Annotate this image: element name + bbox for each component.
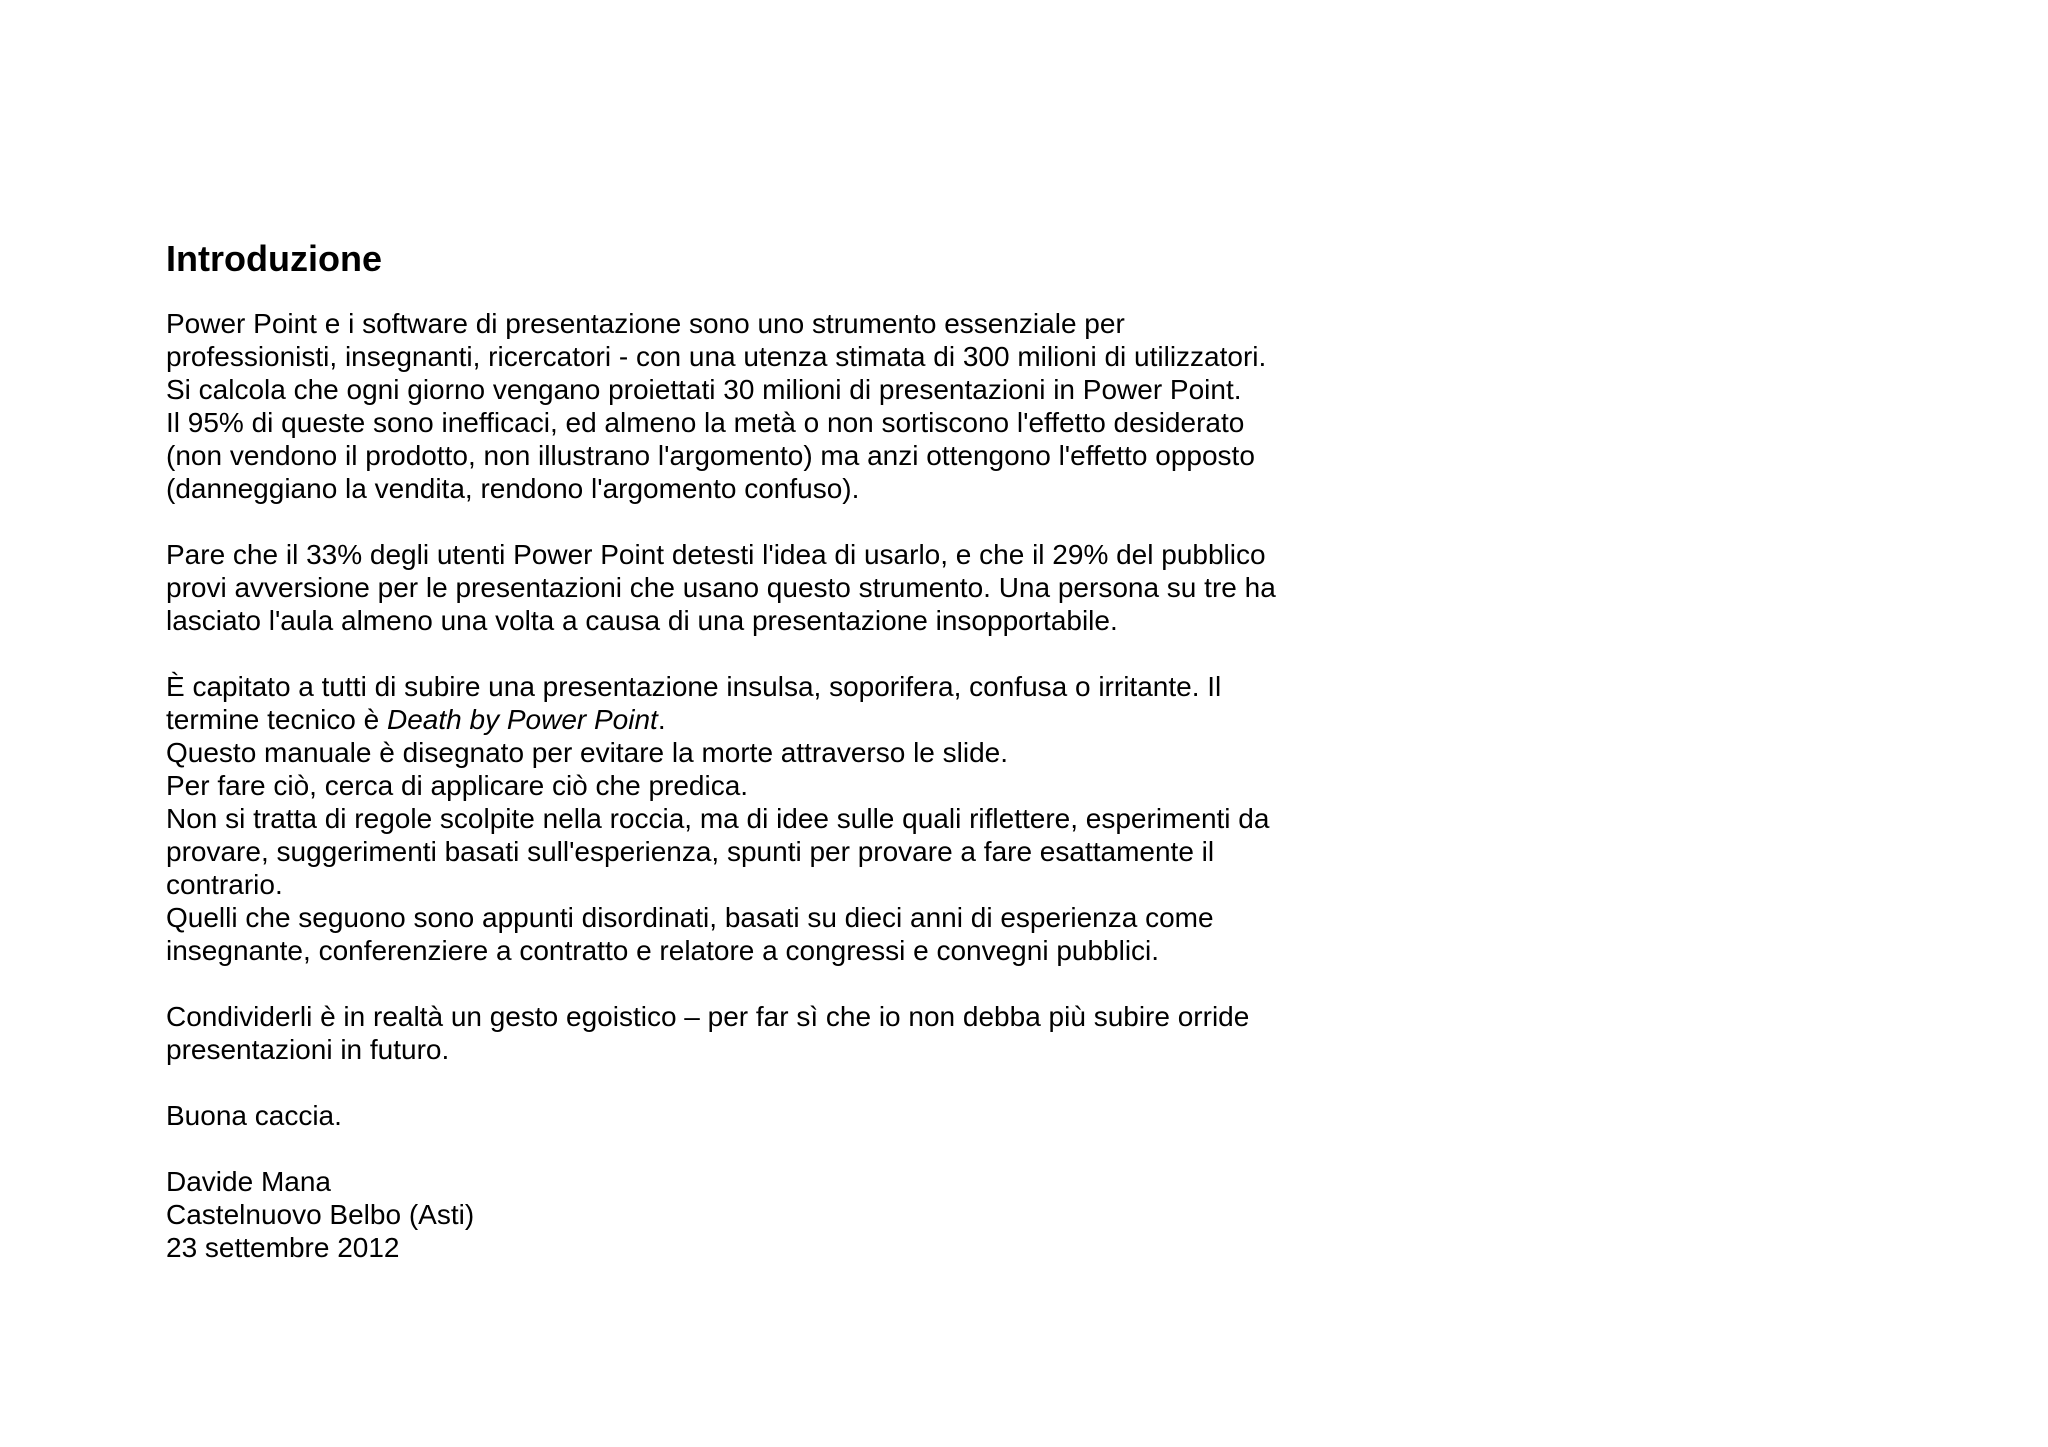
paragraph-line: Power Point e i software di presentazione sono uno strumento essenziale per bbox=[166, 308, 1125, 339]
paragraph-line: Pare che il 33% degli utenti Power Point detesti l'idea di usarlo, e che il 29% del pubblico bbox=[166, 539, 1266, 570]
author-place: Castelnuovo Belbo (Asti) bbox=[166, 1199, 475, 1230]
author-name: Davide Mana bbox=[166, 1166, 331, 1197]
paragraph-2 bbox=[166, 538, 1566, 637]
document-page bbox=[166, 236, 1566, 1297]
text-run: termine tecnico è bbox=[166, 704, 387, 735]
paragraph-1 bbox=[166, 307, 1566, 505]
page-title: Introduzione bbox=[166, 238, 382, 279]
paragraph-5 bbox=[166, 1099, 1566, 1132]
paragraph-line: Si calcola che ogni giorno vengano proiettati 30 milioni di presentazioni in Power Point. bbox=[166, 374, 1242, 405]
paragraph-line: Per fare ciò, cerca di applicare ciò che predica. bbox=[166, 770, 749, 801]
italic-term: Death by Power Point bbox=[387, 704, 658, 735]
paragraph-line-mixed bbox=[166, 703, 1566, 736]
paragraph-line: Il 95% di queste sono inefficaci, ed almeno la metà o non sortiscono l'effetto desiderato bbox=[166, 407, 1245, 438]
paragraph-line: Buona caccia. bbox=[166, 1100, 342, 1131]
paragraph-line: presentazioni in futuro. bbox=[166, 1034, 450, 1065]
paragraph-line: È capitato a tutti di subire una presentazione insulsa, soporifera, confusa o irritante. Il bbox=[166, 671, 1222, 702]
paragraph-line: professionisti, insegnanti, ricercatori - con una utenza stimata di 300 milioni di utilizzatori. bbox=[166, 341, 1267, 372]
paragraph-line: (danneggiano la vendita, rendono l'argomento confuso). bbox=[166, 473, 860, 504]
paragraph-4 bbox=[166, 1000, 1566, 1066]
text-run: . bbox=[657, 704, 666, 735]
paragraph-line: Questo manuale è disegnato per evitare la morte attraverso le slide. bbox=[166, 737, 1009, 768]
paragraph-line: contrario. bbox=[166, 869, 283, 900]
paragraph-3 bbox=[166, 670, 1566, 967]
paragraph-line: (non vendono il prodotto, non illustrano l'argomento) ma anzi ottengono l'effetto opposto bbox=[166, 440, 1255, 471]
paragraph-line: provare, suggerimenti basati sull'esperienza, spunti per provare a fare esattamente il bbox=[166, 836, 1215, 867]
paragraph-line: insegnante, conferenziere a contratto e relatore a congressi e convegni pubblici. bbox=[166, 935, 1160, 966]
paragraph-line: Quelli che seguono sono appunti disordinati, basati su dieci anni di esperienza come bbox=[166, 902, 1214, 933]
paragraph-line: provi avversione per le presentazioni che usano questo strumento. Una persona su tre ha bbox=[166, 572, 1276, 603]
signature-date: 23 settembre 2012 bbox=[166, 1232, 400, 1263]
paragraph-line: Condividerli è in realtà un gesto egoistico – per far sì che io non debba più subire orride bbox=[166, 1001, 1250, 1032]
paragraph-line: Non si tratta di regole scolpite nella roccia, ma di idee sulle quali riflettere, esperimenti da bbox=[166, 803, 1270, 834]
signature-block bbox=[166, 1165, 1566, 1264]
paragraph-line: lasciato l'aula almeno una volta a causa di una presentazione insopportabile. bbox=[166, 605, 1118, 636]
